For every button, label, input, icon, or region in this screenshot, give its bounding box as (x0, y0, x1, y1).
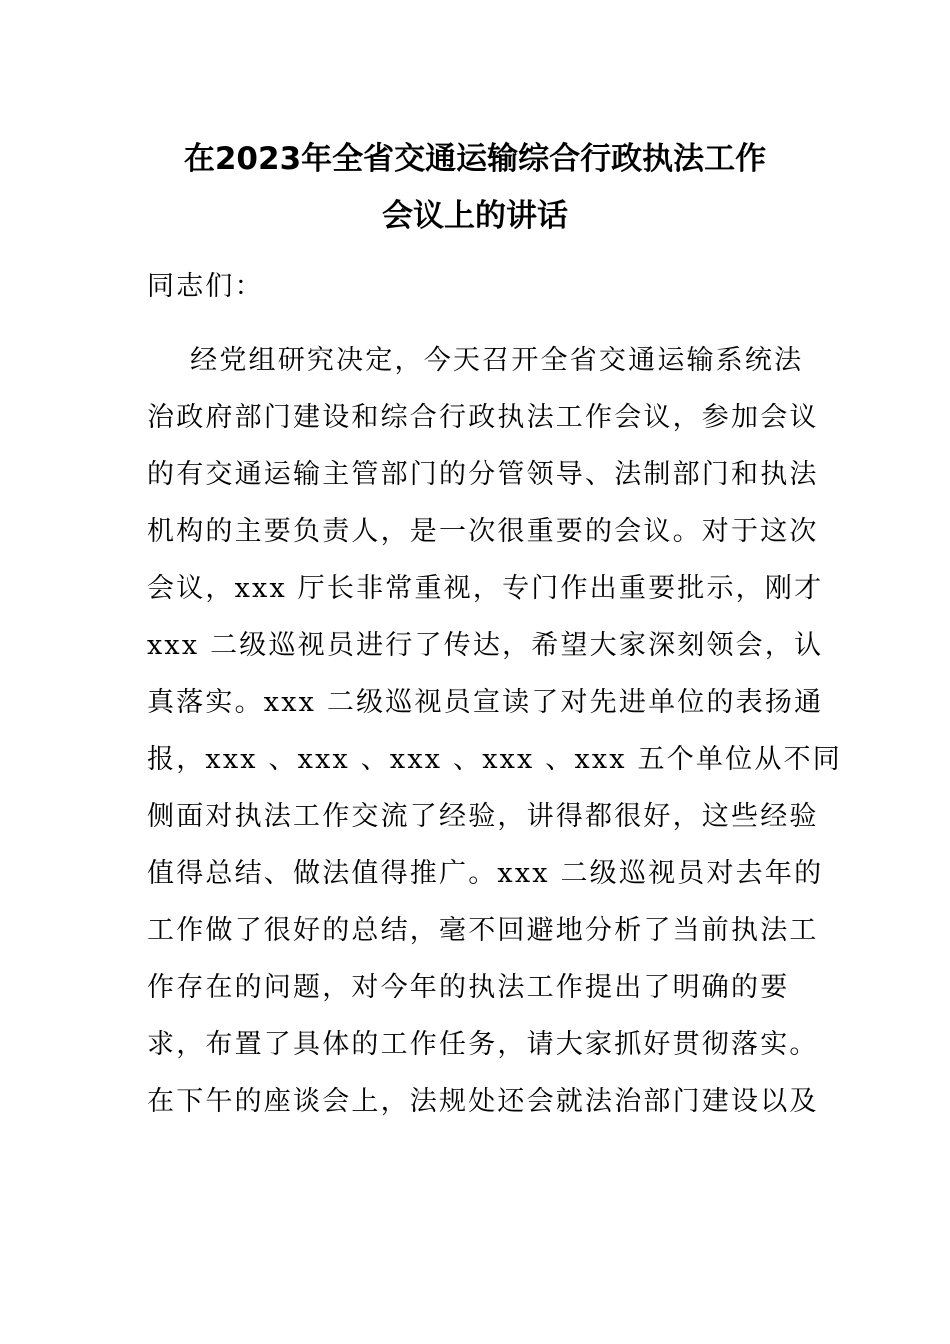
document-title-line-2: 会议上的讲话 (382, 198, 568, 234)
body-line: 机构的主要负责人，是一次很重要的会议。对于这次 (147, 516, 819, 547)
body-line: 治政府部门建设和综合行政执法工作会议，参加会议 (147, 402, 819, 433)
salutation: 同志们： (147, 271, 264, 302)
body-line: 真落实。xxx 二级巡视员宣读了对先进单位的表扬通 (147, 687, 824, 718)
body-line: 作存在的问题，对今年的执法工作提出了明确的要 (147, 972, 790, 1003)
body-line: 的有交通运输主管部门的分管领导、法制部门和执法 (147, 459, 819, 490)
body-line: 在下午的座谈会上，法规处还会就法治部门建设以及 (147, 1086, 819, 1117)
body-line: 值得总结、做法值得推广。xxx 二级巡视员对去年的 (147, 858, 824, 889)
body-line: 经党组研究决定，今天召开全省交通运输系统法 (147, 345, 804, 376)
body-line: 求，布置了具体的工作任务，请大家抓好贯彻落实。 (147, 1029, 819, 1060)
body-line: 报，xxx 、xxx 、xxx 、xxx 、xxx 五个单位从不同 (147, 744, 842, 775)
document-title-line-1: 在2023年全省交通运输综合行政执法工作 (183, 141, 767, 177)
body-line: 会议，xxx 厅长非常重视，专门作出重要批示，刚才 (147, 573, 824, 604)
body-line: 侧面对执法工作交流了经验，讲得都很好，这些经验 (147, 801, 819, 832)
body-line: 工作做了很好的总结，毫不回避地分析了当前执法工 (147, 915, 819, 946)
body-line: xxx 二级巡视员进行了传达，希望大家深刻领会，认 (147, 630, 824, 661)
